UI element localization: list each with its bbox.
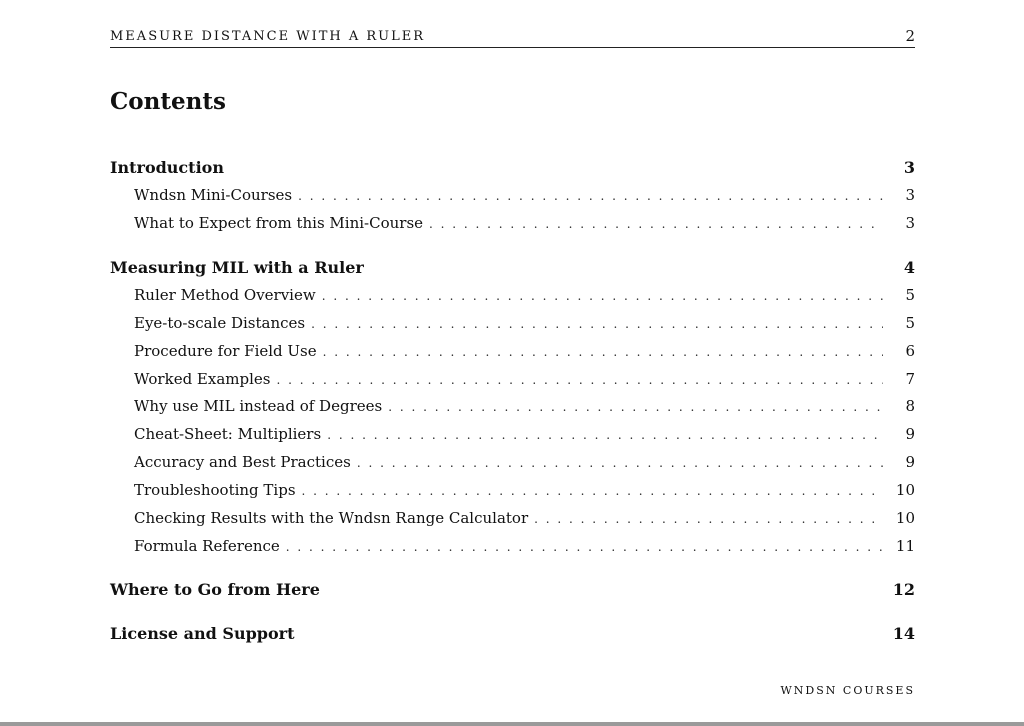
toc-entry-page-number: 12 — [892, 580, 915, 599]
toc-chapter-entry[interactable] — [110, 624, 915, 644]
dot-leader — [327, 428, 883, 442]
toc-section-entry[interactable] — [110, 425, 915, 445]
dot-leader — [311, 317, 883, 331]
toc-entry-page-number: 3 — [903, 158, 915, 177]
toc-entry-page-number: 7 — [905, 370, 915, 388]
toc-entry-page-number: 3 — [905, 186, 915, 204]
toc-entry-label: Accuracy and Best Practices — [134, 453, 351, 471]
contents-heading: Contents — [110, 88, 226, 115]
toc-entry-label: Measuring MIL with a Ruler — [110, 258, 364, 277]
toc-entry-label: Procedure for Field Use — [134, 342, 317, 360]
toc-section-entry[interactable] — [110, 481, 915, 501]
header-page-number: 2 — [905, 27, 915, 45]
toc-entry-label: Eye-to-scale Distances — [134, 314, 306, 332]
toc-section-entry[interactable] — [110, 453, 915, 473]
toc-entry-page-number: 11 — [895, 537, 915, 555]
toc-entry-page-number: 8 — [905, 397, 915, 415]
toc-entry-page-number: 9 — [905, 425, 915, 443]
toc-entry-label: Why use MIL instead of Degrees — [134, 397, 383, 415]
toc-section-entry[interactable] — [110, 537, 915, 557]
toc-section-entry[interactable] — [110, 397, 915, 417]
toc-entry-label: License and Support — [110, 624, 295, 643]
toc-entry-label: What to Expect from this Mini-Course — [134, 214, 424, 232]
dot-leader — [323, 345, 883, 359]
toc-chapter-entry[interactable] — [110, 158, 915, 178]
footer-text: WNDSN COURSES — [780, 684, 915, 697]
toc-section-entry[interactable] — [110, 314, 915, 334]
toc-entry-label: Where to Go from Here — [110, 580, 320, 599]
toc-chapter-entry[interactable] — [110, 258, 915, 278]
toc-section-entry[interactable] — [110, 342, 915, 362]
toc-section-entry[interactable] — [110, 214, 915, 234]
toc-entry-label: Worked Examples — [134, 370, 271, 388]
dot-leader — [388, 400, 883, 414]
toc-entry-page-number: 4 — [903, 258, 915, 277]
dot-leader — [534, 512, 883, 526]
running-header — [110, 28, 915, 48]
running-title: MEASURE DISTANCE WITH A RULER — [110, 29, 426, 44]
toc-entry-page-number: 9 — [905, 453, 915, 471]
dot-leader — [302, 484, 883, 498]
dot-leader — [286, 540, 883, 554]
dot-leader — [357, 456, 883, 470]
toc-chapter-entry[interactable] — [110, 580, 915, 600]
toc-entry-label: Checking Results with the Wndsn Range Calculator — [134, 509, 529, 527]
dot-leader — [298, 189, 883, 203]
toc-entry-label: Introduction — [110, 158, 224, 177]
toc-entry-page-number: 3 — [905, 214, 915, 232]
toc-entry-label: Cheat-Sheet: Multipliers — [134, 425, 322, 443]
toc-entry-page-number: 10 — [895, 481, 915, 499]
toc-section-entry[interactable] — [110, 509, 915, 529]
toc-entry-label: Troubleshooting Tips — [134, 481, 296, 499]
toc-entry-page-number: 10 — [895, 509, 915, 527]
dot-leader — [277, 373, 884, 387]
toc-section-entry[interactable] — [110, 186, 915, 206]
toc-entry-label: Wndsn Mini-Courses — [134, 186, 293, 204]
toc-section-entry[interactable] — [110, 286, 915, 306]
dot-leader — [429, 217, 883, 231]
dot-leader — [322, 289, 883, 303]
toc-entry-page-number: 14 — [892, 624, 915, 643]
toc-entry-page-number: 6 — [905, 342, 915, 360]
toc-entry-page-number: 5 — [905, 286, 915, 304]
toc-section-entry[interactable] — [110, 370, 915, 390]
toc-entry-label: Ruler Method Overview — [134, 286, 316, 304]
toc-entry-page-number: 5 — [905, 314, 915, 332]
toc-entry-label: Formula Reference — [134, 537, 280, 555]
page-bottom-edge — [0, 722, 1024, 726]
